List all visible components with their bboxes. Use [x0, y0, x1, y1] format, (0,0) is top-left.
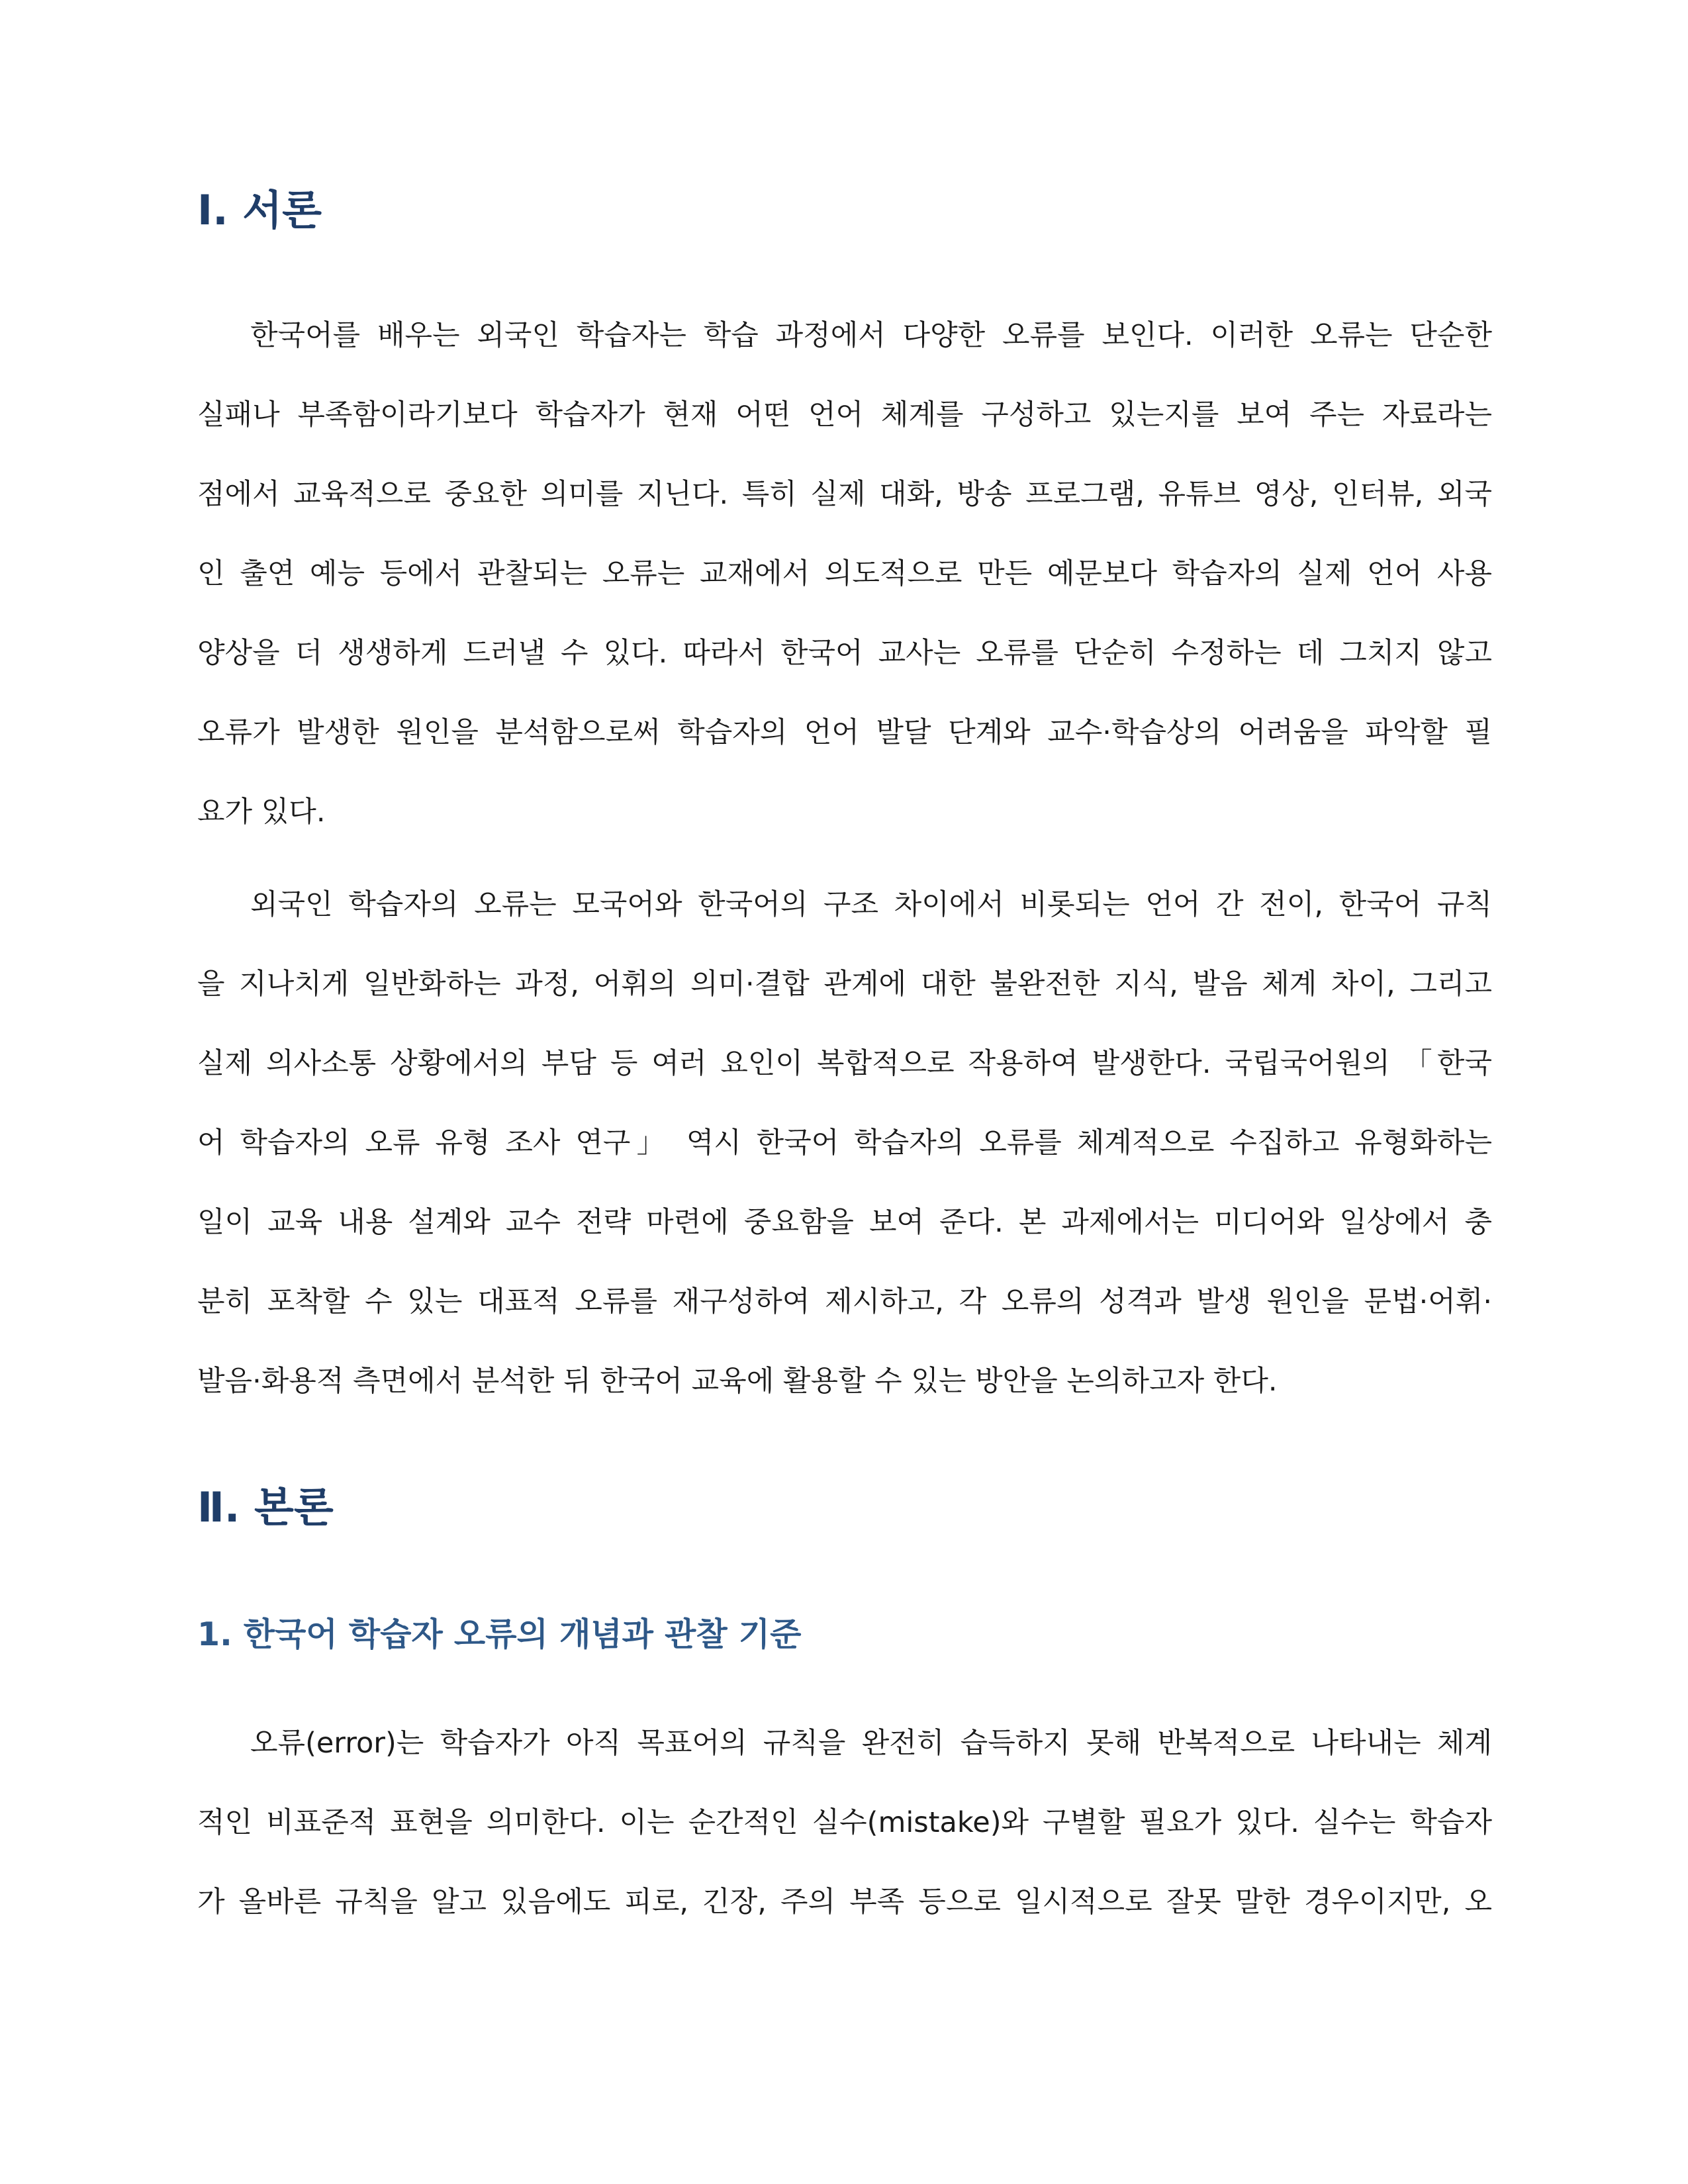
section-heading-body: Ⅱ. 본론 [197, 1483, 334, 1531]
text-line: 외국인 학습자의 오류는 모국어와 한국어의 구조 차이에서 비롯되는 언어 간 전이, 한국어 규칙 [250, 888, 1492, 921]
text-line: 을 지나치게 일반화하는 과정, 어휘의 의미·결합 관계에 대한 불완전한 지식, 발음 체계 차이, 그리고 [197, 968, 1492, 1001]
text-line: 오류가 발생한 원인을 분석함으로써 학습자의 언어 발달 단계와 교수·학습상의 어려움을 파악할 필 [197, 716, 1492, 749]
text-line: 일이 교육 내용 설계와 교수 전략 마련에 중요함을 보여 준다. 본 과제에서는 미디어와 일상에서 충 [197, 1206, 1492, 1239]
text-line: 실패나 부족함이라기보다 학습자가 현재 어떤 언어 체계를 구성하고 있는지를 보여 주는 자료라는 [197, 398, 1492, 432]
text-line: 요가 있다. [197, 796, 326, 829]
text-line: 발음·화용적 측면에서 분석한 뒤 한국어 교육에 활용할 수 있는 방안을 논의하고자 한다. [197, 1365, 1278, 1398]
text-line: 한국어를 배우는 외국인 학습자는 학습 과정에서 다양한 오류를 보인다. 이러한 오류는 단순한 [250, 319, 1492, 352]
paragraph-introduction-2 [197, 865, 1492, 1421]
section-heading-introduction: Ⅰ. 서론 [197, 186, 322, 234]
subsection-heading-error-concept: 1. 한국어 학습자 오류의 개념과 관찰 기준 [197, 1615, 802, 1653]
text-line: 어 학습자의 오류 유형 조사 연구」 역시 한국어 학습자의 오류를 체계적으로 수집하고 유형화하는 [197, 1126, 1492, 1160]
text-line: 양상을 더 생생하게 드러낼 수 있다. 따라서 한국어 교사는 오류를 단순히 수정하는 데 그치지 않고 [197, 637, 1492, 670]
paragraph-error-concept [197, 1704, 1492, 1942]
text-line: 오류(error)는 학습자가 아직 목표어의 규칙을 완전히 습득하지 못해 반복적으로 나타내는 체계 [250, 1727, 1492, 1760]
text-line: 인 출연 예능 등에서 관찰되는 오류는 교재에서 의도적으로 만든 예문보다 학습자의 실제 언어 사용 [197, 557, 1492, 590]
text-line: 적인 비표준적 표현을 의미한다. 이는 순간적인 실수(mistake)와 구별할 필요가 있다. 실수는 학습자 [197, 1806, 1492, 1839]
text-line: 점에서 교육적으로 중요한 의미를 지닌다. 특히 실제 대화, 방송 프로그램, 유튜브 영상, 인터뷰, 외국 [197, 478, 1492, 511]
text-line: 가 올바른 규칙을 알고 있음에도 피로, 긴장, 주의 부족 등으로 일시적으로 잘못 말한 경우이지만, 오 [197, 1886, 1492, 1919]
text-line: 분히 포착할 수 있는 대표적 오류를 재구성하여 제시하고, 각 오류의 성격과 발생 원인을 문법·어휘· [197, 1285, 1492, 1318]
paragraph-introduction-1 [197, 296, 1492, 852]
text-line: 실제 의사소통 상황에서의 부담 등 여러 요인이 복합적으로 작용하여 발생한다. 국립국어원의 「한국 [197, 1047, 1492, 1080]
